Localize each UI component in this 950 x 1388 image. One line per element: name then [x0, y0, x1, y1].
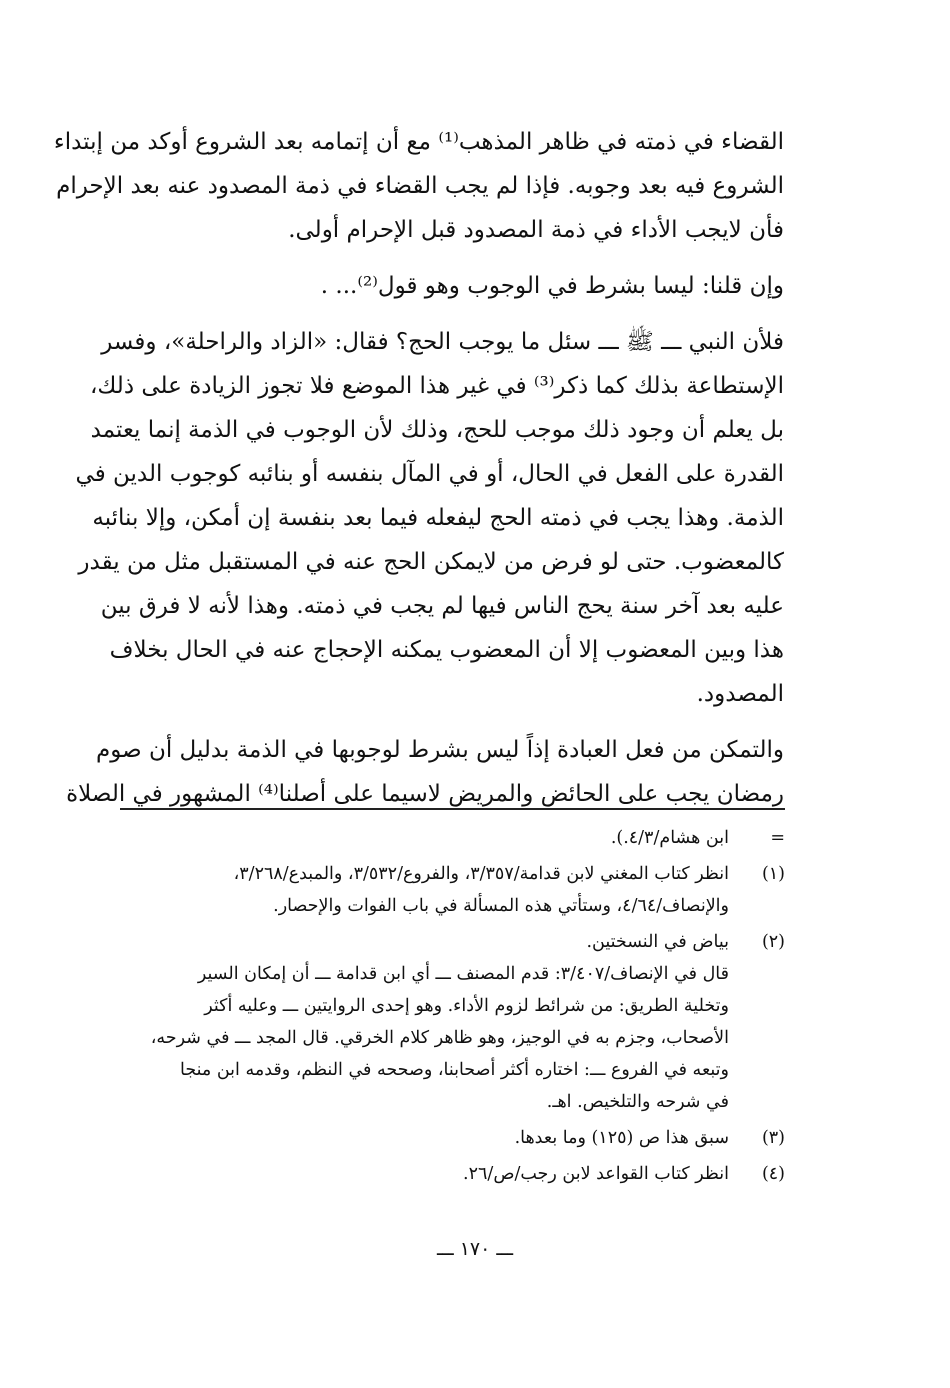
footnote-1 — [120, 858, 785, 922]
footnote-text — [120, 858, 729, 922]
text-line: فلأن النبي ـــ ﷺ ـــ سئل ما يوجب الحج؟ فقال: «الزاد والراحلة»، وفسر — [101, 329, 784, 355]
text-line: عليه بعد آخر سنة يحج الناس فيها لم يجب في ذمته. وهذا لأنه لا فرق بين — [100, 593, 784, 619]
footnote-line: بياض في النسختين. — [586, 932, 729, 952]
text-line: فأن لايجب الأداء في ذمة المصدود قبل الإحرام أولى. — [288, 217, 784, 243]
footnote-text — [120, 1158, 729, 1190]
text-line: الذمة. وهذا يجب في ذمته الحج ليفعله فيما بعد بنفسة إن أمكن، وإلا بنائبه — [92, 505, 784, 531]
footnote-mark: (١) — [761, 864, 785, 884]
footnote-separator — [120, 808, 785, 810]
footnote-line: ابن هشام/٤/٣.). — [610, 828, 729, 848]
text-line: القدرة على الفعل في الحال، أو في المآل بنفسه أو بنائبه كوجوب الدين في — [75, 461, 784, 487]
footnote-line: وتخلية الطريق: من شرائط لزوم الأداء. وهو إحدى الروايتين ـــ وعليه أكثر — [204, 996, 729, 1016]
text-line: هذا وبين المعضوب إلا أن المعضوب يمكنه الإحجاج عنه في الحال بخلاف — [109, 637, 784, 663]
main-text — [53, 120, 784, 826]
text-line: وإن قلنا: ليسا بشرط في الوجوب وهو قول⁽²⁾... . — [320, 273, 784, 299]
text-line: القضاء في ذمته في ظاهر المذهب⁽¹⁾ مع أن إتمامه بعد الشروع أوكد من إبتداء — [53, 129, 784, 155]
text-line: والتمكن من فعل العبادة إذاً ليس بشرط لوجوبها في الذمة بدليل أن صوم — [96, 737, 784, 763]
footnote-4 — [120, 1158, 785, 1190]
footnote-text — [120, 958, 729, 1118]
footnote-text — [120, 1122, 729, 1154]
footnote-mark: (٢) — [761, 932, 785, 952]
paragraph-4 — [66, 728, 784, 816]
paragraph-1 — [53, 120, 784, 252]
footnote-line: انظر كتاب المغني لابن قدامة/٣/٣٥٧، والفروع/٣/٥٣٢، والمبدع/٣/٢٦٨، — [233, 864, 729, 884]
footnote-3 — [120, 1122, 785, 1154]
footnote-line: وتبعه في الفروع ـــ: اختاره أكثر أصحابنا، وصححه في النظم، وقدمه ابن منجا — [180, 1060, 729, 1080]
paragraph-2 — [112, 264, 784, 308]
page-number: ـــ ١٧٠ ـــ — [436, 1238, 514, 1260]
footnote-line: انظر كتاب القواعد لابن رجب/ص/٢٦. — [463, 1164, 729, 1184]
text-line: كالمعضوب. حتى لو فرض من لايمكن الحج عنه في المستقبل مثل من يقدر — [78, 549, 784, 575]
footnote-line: والإنصاف/٤/٦٤، وستأتي هذه المسألة في باب الفوات والإحصار. — [273, 896, 729, 916]
footnote-2 — [120, 926, 785, 958]
footnotes — [120, 822, 785, 1190]
footnote-line: قال في الإنصاف/٣/٤٠٧: قدم المصنف ـــ أي ابن قدامة ـــ أن إمكان السير — [197, 964, 729, 984]
text-line: بل يعلم أن وجود ذلك موجب للحج، وذلك لأن الوجوب في الذمة إنما يعتمد — [90, 417, 784, 443]
footnote-line: الأصحاب، وجزم به في الوجيز، وهو ظاهر كلام الخرقي. قال المجد ـــ في شرحه، — [150, 1028, 729, 1048]
footnote-line: سبق هذا ص (١٢٥) وما بعدها. — [514, 1128, 729, 1148]
footnote-mark: (٤) — [761, 1164, 785, 1184]
text-line: الإستطاعة بذلك كما ذكر⁽³⁾ في غير هذا الموضع فلا تجوز الزيادة على ذلك، — [90, 373, 784, 399]
footnote-mark — [729, 958, 785, 1118]
text-line: الشروع فيه بعد وجوبه. فإذا لم يجب القضاء في ذمة المصدود عنه بعد الإحرام — [56, 173, 784, 199]
text-line: رمضان يجب على الحائض والمريض لاسيما على أصلنا⁽⁴⁾ المشهور في الصلاة — [66, 781, 784, 807]
footnote-text — [120, 926, 729, 958]
footnote-continuation — [120, 822, 785, 854]
paragraph-3 — [75, 320, 784, 716]
footnote-text — [120, 822, 729, 854]
footnote-mark: (٣) — [761, 1128, 785, 1148]
footnote-line: في شرحه والتلخيص. اهـ. — [546, 1092, 729, 1112]
footnote-2-quote — [120, 958, 785, 1118]
footnote-mark: = — [770, 828, 785, 848]
text-line: المصدود. — [696, 681, 784, 707]
